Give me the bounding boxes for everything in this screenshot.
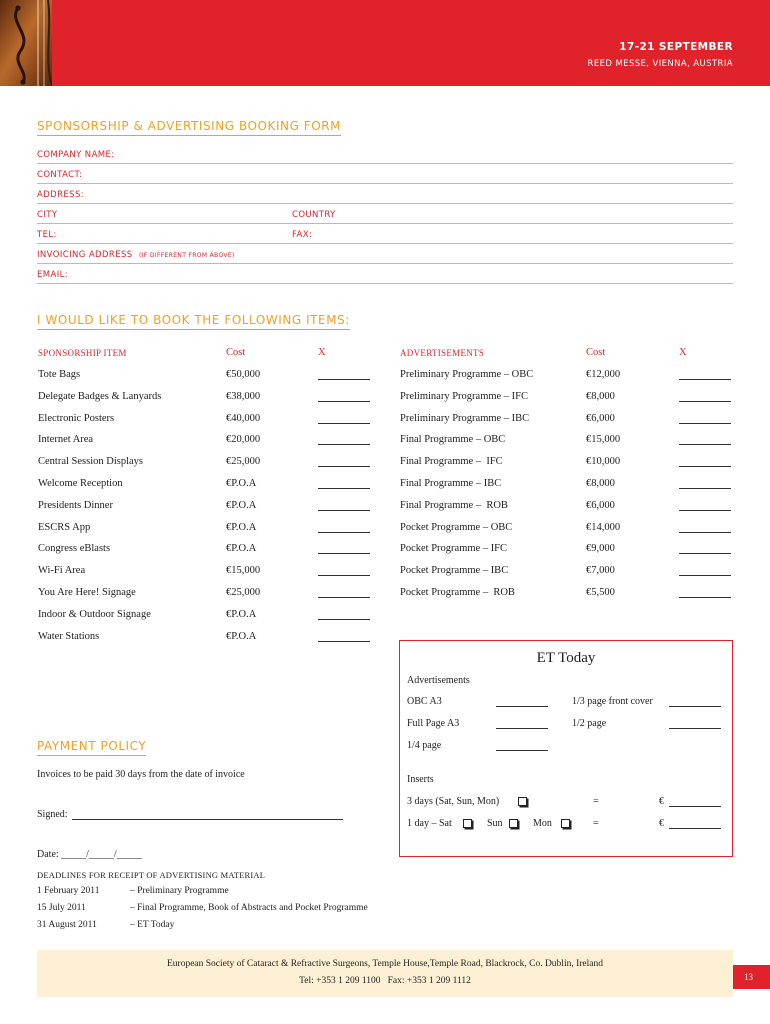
email-label: EMAIL: (37, 270, 69, 280)
advertisement-row (385, 582, 770, 604)
sponsorship-quantity-blank[interactable] (318, 641, 370, 642)
advertisement-item-cost: €6,000 (586, 412, 615, 424)
address-field[interactable] (37, 187, 733, 204)
et-ad-option-label: 1/3 page front cover (572, 696, 653, 707)
advertisement-item-cost: €12,000 (586, 369, 621, 380)
advertisement-quantity-blank[interactable] (679, 510, 731, 511)
sponsorship-row (0, 429, 385, 451)
sponsorship-x-header: X (318, 347, 326, 358)
advertisements-table (385, 342, 770, 604)
advertisement-row (385, 451, 770, 473)
sponsorship-item-cost: €25,000 (226, 456, 261, 468)
sponsorship-row (0, 364, 385, 386)
et-insert-three-days-label: 3 days (Sat, Sun, Mon) (407, 796, 500, 807)
sponsorship-item-name: Electronic Posters (38, 412, 115, 424)
et-insert-one-day-label: 1 day – Sat (407, 818, 452, 829)
advertisement-item-name: Pocket Programme – OBC (400, 521, 513, 533)
deadline-item: – ET Today (130, 920, 175, 930)
et-ad-option-blank[interactable] (496, 750, 548, 751)
event-dates: 17-21 SEPTEMBER (619, 41, 733, 53)
advertisement-quantity-blank[interactable] (679, 553, 731, 554)
monday-checkbox[interactable] (561, 819, 570, 828)
deadline-date: 31 August 2011 (37, 920, 97, 930)
sponsorship-item-cost: €50,000 (226, 369, 261, 380)
advertisement-item-cost: €10,000 (586, 456, 621, 468)
sponsorship-row (0, 560, 385, 582)
date-field: Date: _____/_____/_____ (37, 849, 142, 860)
euro-sign: € (659, 818, 664, 829)
sponsorship-item-cost: €25,000 (226, 586, 261, 598)
advertisement-row (385, 364, 770, 386)
sponsorship-item-name: Welcome Reception (38, 477, 123, 489)
violin-photo (0, 0, 52, 86)
advertisement-row (385, 429, 770, 451)
sponsorship-item-cost: €20,000 (226, 434, 261, 446)
sponsorship-item-name: Delegate Badges & Lanyards (38, 390, 162, 402)
sponsorship-row (0, 386, 385, 408)
equals-sign: = (593, 796, 599, 807)
et-ad-option-blank[interactable] (496, 706, 548, 707)
tel-fax-field[interactable] (37, 227, 733, 244)
sponsorship-cost-header: Cost (226, 347, 246, 358)
three-days-amount-blank[interactable] (669, 806, 721, 807)
sponsorship-quantity-blank[interactable] (318, 575, 370, 576)
advertisement-row (385, 386, 770, 408)
sponsorship-item-cost: €P.O.A (226, 608, 257, 620)
sponsorship-item-cost: €P.O.A (226, 499, 257, 511)
et-today-title: ET Today (536, 650, 596, 666)
et-inserts-label: Inserts (407, 774, 434, 785)
advertisement-quantity-blank[interactable] (679, 423, 731, 424)
sponsorship-item-cost: €P.O.A (226, 521, 257, 533)
advertisement-quantity-blank[interactable] (679, 488, 731, 489)
advertisement-quantity-blank[interactable] (679, 444, 731, 445)
advertisement-row (385, 538, 770, 560)
deadline-item: – Preliminary Programme (130, 886, 229, 896)
sponsorship-quantity-blank[interactable] (318, 488, 370, 489)
advertisement-quantity-blank[interactable] (679, 597, 731, 598)
signature-line[interactable] (72, 819, 343, 820)
advertisement-quantity-blank[interactable] (679, 379, 731, 380)
sponsorship-row (0, 582, 385, 604)
contact-label: CONTACT: (37, 170, 83, 180)
sponsorship-item-name: Indoor & Outdoor Signage (38, 608, 151, 620)
advertisement-item-name: Preliminary Programme – IFC (400, 390, 529, 402)
deadlines-heading: DEADLINES FOR RECEIPT OF ADVERTISING MATERIAL (37, 870, 266, 880)
advertisement-item-cost: €9,000 (586, 543, 615, 555)
deadline-date: 1 February 2011 (37, 886, 100, 896)
booking-heading: I WOULD LIKE TO BOOK THE FOLLOWING ITEMS: (37, 313, 350, 330)
sponsorship-quantity-blank[interactable] (318, 444, 370, 445)
contact-field[interactable] (37, 167, 733, 184)
address-label: ADDRESS: (37, 190, 85, 200)
et-ad-option-label: OBC A3 (407, 696, 442, 707)
et-ad-option-blank[interactable] (669, 728, 721, 729)
advertisement-item-name: Final Programme – OBC (400, 434, 506, 446)
sponsorship-quantity-blank[interactable] (318, 401, 370, 402)
sponsorship-row (0, 451, 385, 473)
et-ad-option-label: 1/4 page (407, 740, 442, 751)
advertisement-item-name: Preliminary Programme – IBC (400, 412, 530, 424)
sunday-checkbox[interactable] (509, 819, 518, 828)
form-title: SPONSORSHIP & ADVERTISING BOOKING FORM (37, 119, 341, 136)
sponsorship-item-name: Internet Area (38, 434, 94, 446)
advertisements-cost-header: Cost (586, 347, 606, 358)
advertisement-item-name: Preliminary Programme – OBC (400, 369, 534, 380)
header-banner (0, 0, 770, 86)
advertisement-row (385, 517, 770, 539)
company-name-label: COMPANY NAME: (37, 150, 115, 160)
advertisement-row (385, 473, 770, 495)
sponsorship-row (0, 517, 385, 539)
sponsorship-quantity-blank[interactable] (318, 619, 370, 620)
monday-label: Mon (533, 818, 552, 829)
deadline-item: – Final Programme, Book of Abstracts and Pocket Programme (130, 903, 368, 913)
advertisement-item-cost: €6,000 (586, 499, 615, 511)
footer-contact: Tel: +353 1 209 1100 Fax: +353 1 209 1112 (299, 976, 471, 986)
sponsorship-table (0, 342, 385, 647)
sponsorship-quantity-blank[interactable] (318, 532, 370, 533)
signed-label: Signed: (37, 809, 68, 820)
advertisement-item-cost: €8,000 (586, 477, 615, 489)
sponsorship-quantity-blank[interactable] (318, 597, 370, 598)
sponsorship-item-cost: €P.O.A (226, 630, 257, 642)
advertisements-header-row (385, 342, 770, 364)
deadline-date: 15 July 2011 (37, 903, 86, 913)
sponsorship-row (0, 408, 385, 430)
sponsorship-row (0, 626, 385, 648)
advertisements-item-header: ADVERTISEMENTS (400, 348, 485, 358)
et-advertisements-label: Advertisements (407, 675, 470, 686)
advertisement-quantity-blank[interactable] (679, 532, 731, 533)
sponsorship-row (0, 604, 385, 626)
sponsorship-quantity-blank[interactable] (318, 553, 370, 554)
advertisement-item-name: Final Programme – ROB (400, 499, 508, 511)
equals-sign: = (593, 818, 599, 829)
advertisement-quantity-blank[interactable] (679, 401, 731, 402)
advertisement-item-name: Pocket Programme – ROB (400, 586, 515, 598)
sponsorship-item-name: You Are Here! Signage (38, 586, 136, 598)
advertisement-item-cost: €14,000 (586, 521, 621, 533)
payment-terms: Invoices to be paid 30 days from the date of invoice (37, 769, 245, 780)
advertisement-quantity-blank[interactable] (679, 575, 731, 576)
sponsorship-item-name: ESCRS App (38, 521, 91, 533)
advertisement-quantity-blank[interactable] (679, 466, 731, 467)
invoicing-address-note: (IF DIFFERENT FROM ABOVE) (139, 252, 235, 259)
company-name-field[interactable] (37, 147, 733, 164)
sponsorship-item-name: Tote Bags (38, 369, 81, 380)
one-day-amount-blank[interactable] (669, 828, 721, 829)
fax-label: FAX: (292, 230, 313, 240)
euro-sign: € (659, 796, 664, 807)
saturday-checkbox[interactable] (463, 819, 472, 828)
advertisement-row (385, 560, 770, 582)
email-field[interactable] (37, 267, 733, 284)
sponsorship-item-name: Wi-Fi Area (38, 565, 86, 577)
advertisement-item-name: Pocket Programme – IFC (400, 543, 508, 555)
et-today-box (399, 640, 733, 857)
sponsorship-row (0, 473, 385, 495)
sponsorship-quantity-blank[interactable] (318, 423, 370, 424)
sponsorship-item-header: SPONSORSHIP ITEM (38, 348, 127, 358)
page-number: 13 (733, 965, 770, 989)
advertisement-item-cost: €7,000 (586, 565, 615, 577)
advertisement-item-cost: €15,000 (586, 434, 621, 446)
city-label: CITY (37, 210, 58, 220)
country-label: COUNTRY (292, 210, 336, 220)
sponsorship-quantity-blank[interactable] (318, 466, 370, 467)
footer-box (37, 950, 733, 997)
invoicing-address-label: INVOICING ADDRESS (37, 250, 133, 260)
sponsorship-item-cost: €P.O.A (226, 477, 257, 489)
sponsorship-item-name: Congress eBlasts (38, 543, 111, 555)
invoicing-address-field[interactable] (37, 247, 733, 264)
sponsorship-row (0, 495, 385, 517)
footer-address: European Society of Cataract & Refractive Surgeons, Temple House,Temple Road, Blackrock, Co. Dublin, Ireland (167, 959, 603, 969)
tel-label: TEL: (37, 230, 57, 240)
sponsorship-row (0, 538, 385, 560)
advertisement-item-name: Final Programme – IBC (400, 477, 502, 489)
sponsorship-item-cost: €P.O.A (226, 543, 257, 555)
sponsorship-item-name: Central Session Displays (38, 456, 143, 468)
sponsorship-header-row (0, 342, 385, 364)
three-days-checkbox[interactable] (518, 797, 527, 806)
payment-policy-heading: PAYMENT POLICY (37, 739, 146, 756)
advertisement-item-name: Final Programme – IFC (400, 456, 503, 468)
sponsorship-quantity-blank[interactable] (318, 379, 370, 380)
et-ad-option-blank[interactable] (496, 728, 548, 729)
sponsorship-quantity-blank[interactable] (318, 510, 370, 511)
advertisement-item-name: Pocket Programme – IBC (400, 565, 509, 577)
event-venue: REED MESSE, VIENNA, AUSTRIA (587, 59, 733, 69)
et-ad-option-label: 1/2 page (572, 718, 607, 729)
advertisement-item-cost: €8,000 (586, 390, 615, 402)
sponsorship-item-cost: €38,000 (226, 390, 261, 402)
et-ad-option-blank[interactable] (669, 706, 721, 707)
advertisement-row (385, 495, 770, 517)
advertisement-item-cost: €5,500 (586, 586, 615, 598)
advertisements-x-header: X (679, 347, 687, 358)
sunday-label: Sun (487, 818, 503, 829)
advertisement-row (385, 408, 770, 430)
sponsorship-item-cost: €40,000 (226, 412, 261, 424)
sponsorship-item-name: Presidents Dinner (38, 499, 113, 511)
sponsorship-item-name: Water Stations (38, 630, 100, 642)
et-ad-option-label: Full Page A3 (407, 718, 460, 729)
sponsorship-item-cost: €15,000 (226, 565, 261, 577)
city-country-field[interactable] (37, 207, 733, 224)
